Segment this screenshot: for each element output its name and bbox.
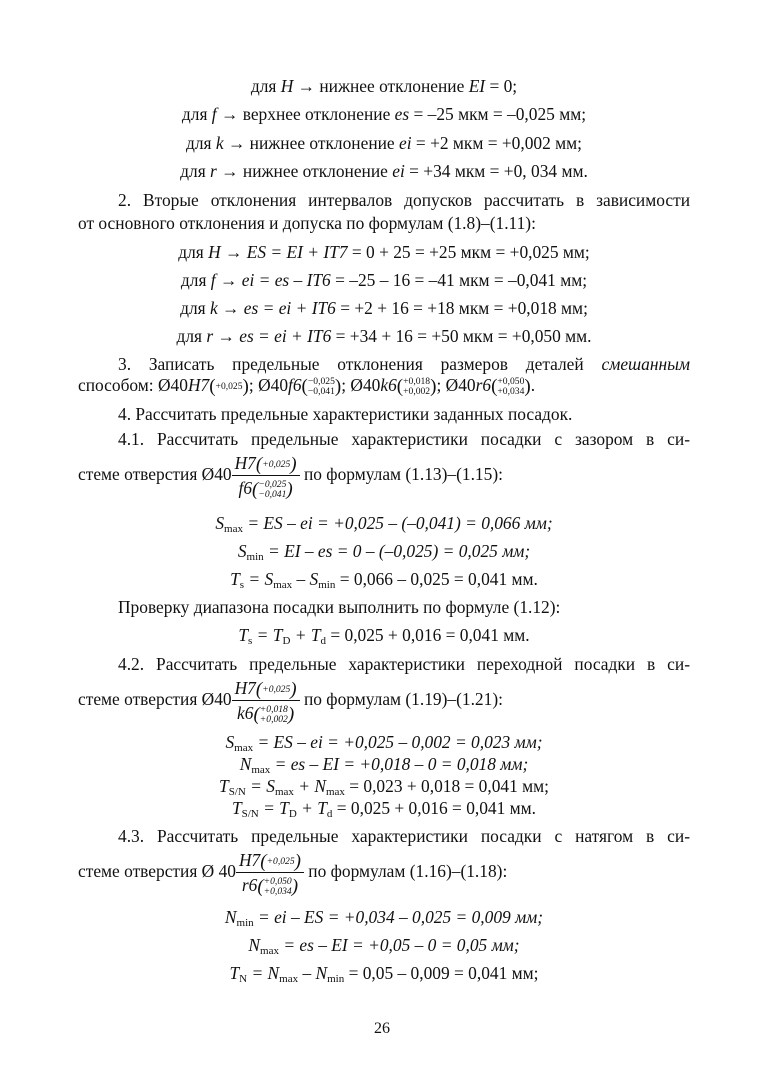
fit-h7-r6: H7(+0,025) r6(+0,050 +0,034) xyxy=(236,849,304,897)
interference-tn: $T_N = N_{max} - N_{min} = 0,05 - 0,009 = 0,041$ мм; xyxy=(229,963,539,985)
paragraph-4-2-line-1: 4.2. Рассчитать предельные характеристики переходной посадки в си- xyxy=(118,654,690,674)
paragraph-4-3-line-1: 4.3. Рассчитать предельные характеристики посадки с натягом в си- xyxy=(118,826,690,846)
paragraph-2-line-1: 2. Вторые отклонения интервалов допусков рассчитать в зависимости xyxy=(118,190,690,210)
fit-h7-k6: H7(+0,025) k6(+0,018 +0,002) xyxy=(232,677,300,725)
second-deviation-k: для k → es = ei + IT6 = +2 + 16 = +18 мкм = +0,018 мм; xyxy=(180,298,588,318)
clearance-ts: $T_s = S_{max} - S_{min} = 0,066 - 0,025 = 0,041$ мм. xyxy=(230,569,538,591)
basic-deviation-r: для r → нижнее отклонение ei = +34 мкм = +0, 034 мм. xyxy=(180,161,588,181)
transition-tsn-2: $T_{S/N} = T_D + T_d = 0,025 + 0,016 = 0,041$ мм. xyxy=(231,798,537,820)
paragraph-4-1-line-2: стеме отверстия Ø40 H7(+0,025) f6(−0,025 −0,041) по формулам (1.13)–(1.15): xyxy=(78,453,503,500)
basic-deviation-h: для H → нижнее отклонение EI = 0; xyxy=(250,76,518,96)
paragraph-3-line-1: 3. Записать предельные отклонения размеров деталей смешанным xyxy=(118,354,690,374)
clearance-smax: $S_{max}$ = ES – ei = +0,025 – (–0,041) = 0,066 мм; xyxy=(215,513,553,535)
paragraph-4-1-line-1: 4.1. Рассчитать предельные характеристики посадки с зазором в си- xyxy=(118,429,690,449)
second-deviation-h: для H → ES = EI + IT7 = 0 + 25 = +25 мкм = +0,025 мм; xyxy=(178,242,590,262)
paragraph-4-2-line-2: стеме отверстия Ø40 H7(+0,025) k6(+0,018 +0,002) по формулам (1.19)–(1.21): xyxy=(78,678,503,725)
second-deviation-r: для r → es = ei + IT6 = +34 + 16 = +50 мкм = +0,050 мм. xyxy=(176,326,592,346)
basic-deviation-f: для f → верхнее отклонение es = –25 мкм = –0,025 мм; xyxy=(181,104,587,124)
basic-deviation-k: для k → нижнее отклонение ei = +2 мкм = +0,002 мм; xyxy=(185,133,583,153)
clearance-smin: $S_{min}$ = EI – es = 0 – (–0,025) = 0,025 мм; xyxy=(237,541,531,563)
paragraph-4: 4. Рассчитать предельные характеристики заданных посадок. xyxy=(118,404,573,424)
transition-tsn-1: $T_{S/N} = S_{max} + N_{max} = 0,023 + 0,018 = 0,041$ мм; xyxy=(219,776,549,798)
paragraph-4-3-line-2: стеме отверстия Ø 40 H7(+0,025) r6(+0,050 +0,034) по формулам (1.16)–(1.18): xyxy=(78,850,508,897)
page-number: 26 xyxy=(374,1020,390,1037)
mixed-notation-line: способом: Ø40H7(+0,025); Ø40f6(−0,025 −0,041); Ø40k6(+0,018 +0,002); Ø40r6(+0,050 +0,034). xyxy=(78,375,536,397)
mixed-f6: Ø40f6(−0,025 −0,041); xyxy=(258,375,347,397)
interference-nmax: $N_{max}$ = es – EI = +0,05 – 0 = 0,05 мм; xyxy=(248,935,520,957)
check-equation: $T_s = T_D + T_d = 0,025 + 0,016 = 0,041$ мм. xyxy=(238,625,530,647)
transition-nmax: $N_{max}$ = es – EI = +0,018 – 0 = 0,018 мм; xyxy=(239,754,529,776)
check-paragraph: Проверку диапазона посадки выполнить по формуле (1.12): xyxy=(118,597,561,617)
second-deviation-f: для f → ei = es – IT6 = –25 – 16 = –41 мкм = –0,041 мм; xyxy=(180,270,588,290)
interference-nmin: $N_{min}$ = ei – ES = +0,034 – 0,025 = 0,009 мм; xyxy=(224,907,544,929)
mixed-r6: Ø40r6(+0,050 +0,034). xyxy=(445,375,536,397)
mixed-h7: Ø40H7(+0,025); xyxy=(157,375,254,397)
mixed-k6: Ø40k6(+0,018 +0,002); xyxy=(350,375,442,397)
transition-smax: $S_{max}$ = ES – ei = +0,025 – 0,002 = 0,023 мм; xyxy=(225,732,543,754)
paragraph-2-line-2: от основного отклонения и допуска по формулам (1.8)–(1.11): xyxy=(78,213,536,233)
fit-h7-f6: H7(+0,025) f6(−0,025 −0,041) xyxy=(232,452,300,500)
